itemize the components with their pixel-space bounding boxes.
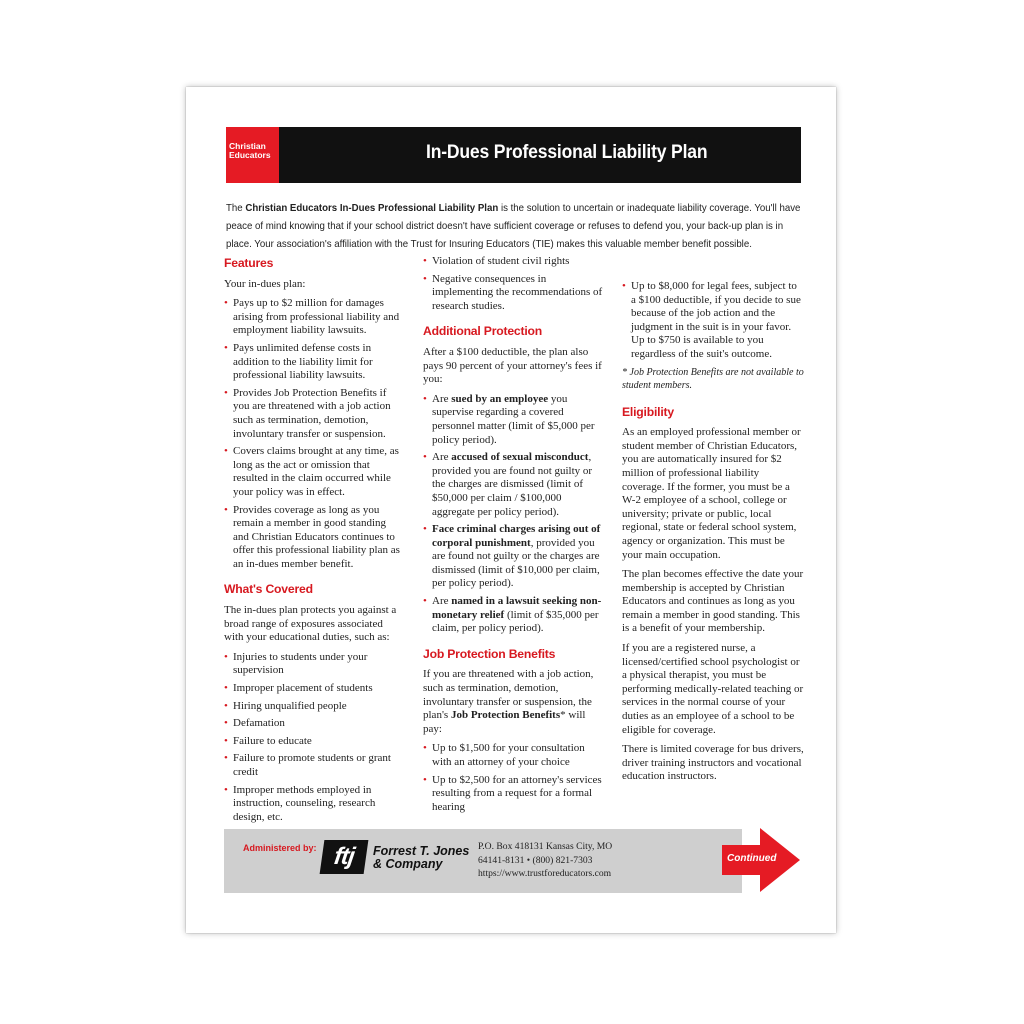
title-banner xyxy=(226,127,801,183)
item-bold: sued by an employee xyxy=(451,392,549,405)
company-name-line-1: Forrest T. Jones xyxy=(373,844,470,858)
list-item: • Injuries to students under your supervision xyxy=(224,651,402,678)
logo-line-2: Educators xyxy=(229,150,271,160)
job-lead-bold: Job Protection Benefits xyxy=(450,709,561,722)
logo-line-1: Christian xyxy=(229,141,266,151)
list-item xyxy=(423,393,605,447)
item-bold: accused of sexual misconduct xyxy=(451,451,589,464)
covered-list-continued xyxy=(423,255,605,313)
list-item xyxy=(423,523,605,591)
list-item xyxy=(423,451,605,519)
list-item: • Provides Job Protection Benefits if you are threatened with a job action such as termination, demotion, involuntary transfer or suspension. xyxy=(224,387,402,441)
job-lead xyxy=(423,668,605,736)
list-item: • Up to $1,500 for your consultation with an attorney of your choice xyxy=(423,742,605,769)
list-item: • Defamation xyxy=(224,717,402,731)
intro-paragraph xyxy=(226,200,803,254)
job-list xyxy=(423,742,605,814)
list-item: • Failure to promote students or grant credit xyxy=(224,752,402,779)
list-item: • Negative consequences in implementing the recommendations of research studies. xyxy=(423,273,605,314)
job-sub-item: Up to $750 is available to you regardless of the suit's outcome. xyxy=(631,334,772,360)
item-post: (limit of $35,000 per claim, per policy period). xyxy=(432,608,599,635)
ftj-logo-icon: ftj xyxy=(320,840,369,874)
covered-list xyxy=(224,651,402,825)
item-post: you supervise regarding a covered personnel matter (limit of $5,000 per policy period). xyxy=(432,392,595,446)
job-protection-heading: Job Protection Benefits xyxy=(423,646,556,661)
intro-body: is the solution to uncertain or inadequate liability coverage. You'll have peace of mind knowing that if your school district doesn't have sufficient coverage or refuses to defend you, your back-up plan is in place. Your association's affiliation with the Trust for Insuring Educators (TIE) makes this valuable member benefit possible. xyxy=(226,203,801,250)
job-lead-post: * will pay: xyxy=(423,709,586,735)
footer-bar xyxy=(224,829,742,893)
list-item: • Violation of student civil rights xyxy=(423,255,605,269)
additional-lead: After a $100 deductible, the plan also pays 90 percent of your attorney's fees if you: xyxy=(423,345,602,386)
item-post: , provided you are found not guilty or the charges are dismissed (limit of $50,000 per claim / $100,000 aggregate per policy period). xyxy=(432,451,593,518)
page-title: In-Dues Professional Liability Plan xyxy=(426,141,708,163)
eligibility-heading: Eligibility xyxy=(622,404,674,419)
additional-list xyxy=(423,393,605,636)
features-lead: Your in-dues plan: xyxy=(224,277,306,290)
item-pre: Are xyxy=(432,595,452,608)
list-item xyxy=(423,595,605,636)
features-list xyxy=(224,297,402,571)
address-line-2: 64141-8131 • (800) 821-7303 xyxy=(478,854,593,866)
list-item: • Pays unlimited defense costs in addition to the liability limit for professional liability lawsuits. xyxy=(224,342,402,383)
item-post: , provided you are found not guilty or the charges are dismissed (limit of $10,000 per claim, per policy period). xyxy=(432,536,600,590)
list-item: • Improper methods employed in instruction, counseling, research design, etc. xyxy=(224,784,402,825)
intro-prefix: The xyxy=(226,203,246,214)
column-3 xyxy=(622,280,804,790)
job-list-continued xyxy=(622,280,804,334)
column-2 xyxy=(423,255,605,822)
features-heading: Features xyxy=(224,256,274,270)
list-item: • Covers claims brought at any time, as long as the act or omission that resulted in the claim occurred while your policy was in effect. xyxy=(224,445,402,499)
covered-lead: The in-dues plan protects you against a broad range of exposures associated with your educational duties, such as: xyxy=(224,604,397,644)
contact-info xyxy=(478,840,612,881)
company-name xyxy=(373,845,469,871)
eligibility-paragraph: There is limited coverage for bus drivers, driver training instructors and vocational education instructors. xyxy=(622,743,804,783)
eligibility-paragraph: If you are a registered nurse, a licensed/certified school psychologist or a physical therapist, you must be performing medically-related teaching or services in the normal course of your duties as an employee of a school to be eligible for coverage. xyxy=(622,642,804,736)
list-item: • Up to $8,000 for legal fees, subject to a $100 deductible, if you decide to sue because of the job action and the judgment in the suit is in your favor. xyxy=(622,280,804,334)
christian-educators-logo xyxy=(226,127,279,183)
list-item: • Failure to educate xyxy=(224,735,402,749)
company-name-line-2: & Company xyxy=(373,857,443,871)
column-1 xyxy=(224,257,402,832)
intro-plan-name: Christian Educators In-Dues Professional Liability Plan xyxy=(245,203,499,214)
item-pre: Are xyxy=(432,451,452,464)
job-lead-pre: If you are threatened with a job action, such as termination, demotion, involuntary transfer or suspension, the plan's xyxy=(423,668,594,722)
item-pre: Are xyxy=(432,392,452,405)
whats-covered-heading: What's Covered xyxy=(224,582,313,597)
eligibility-paragraph: As an employed professional member or student member of Christian Educators, you are automatically insured for $2 million of professional liability coverage. If the former, you must be a W-2 employee of a school, college or university; private or public, local regional, state or federal school system, agency or organization. This must be your main occupation. xyxy=(622,426,801,561)
additional-protection-heading: Additional Protection xyxy=(423,324,543,339)
list-item: • Hiring unqualified people xyxy=(224,700,402,714)
list-item: • Pays up to $2 million for damages arising from professional liability and employment liability lawsuits. xyxy=(224,297,402,338)
list-item: • Up to $2,500 for an attorney's services resulting from a request for a formal hearing xyxy=(423,774,605,815)
administered-by-label: Administered by: xyxy=(243,843,317,853)
eligibility-paragraph: The plan becomes effective the date your membership is accepted by Christian Educators and continues as long as you remain a member in good standing. This is a benefit of your membership. xyxy=(622,568,804,635)
list-item: • Improper placement of students xyxy=(224,682,402,696)
website-link[interactable]: https://www.trustforeducators.com xyxy=(478,868,612,879)
item-bold: Face criminal charges arising out of corporal punishment xyxy=(432,523,601,549)
address-line-1: P.O. Box 418131 Kansas City, MO xyxy=(478,841,613,852)
list-item: • Provides coverage as long as you remain a member in good standing and Christian Educators continues to offer this professional liability plan as an in-dues member benefit. xyxy=(224,504,402,572)
item-bold: named in a lawsuit seeking non-monetary relief xyxy=(432,595,602,621)
flyer-page xyxy=(186,87,836,933)
continued-label[interactable]: Continued xyxy=(727,853,777,864)
job-footnote: * Job Protection Benefits are not available to student members. xyxy=(622,366,804,391)
